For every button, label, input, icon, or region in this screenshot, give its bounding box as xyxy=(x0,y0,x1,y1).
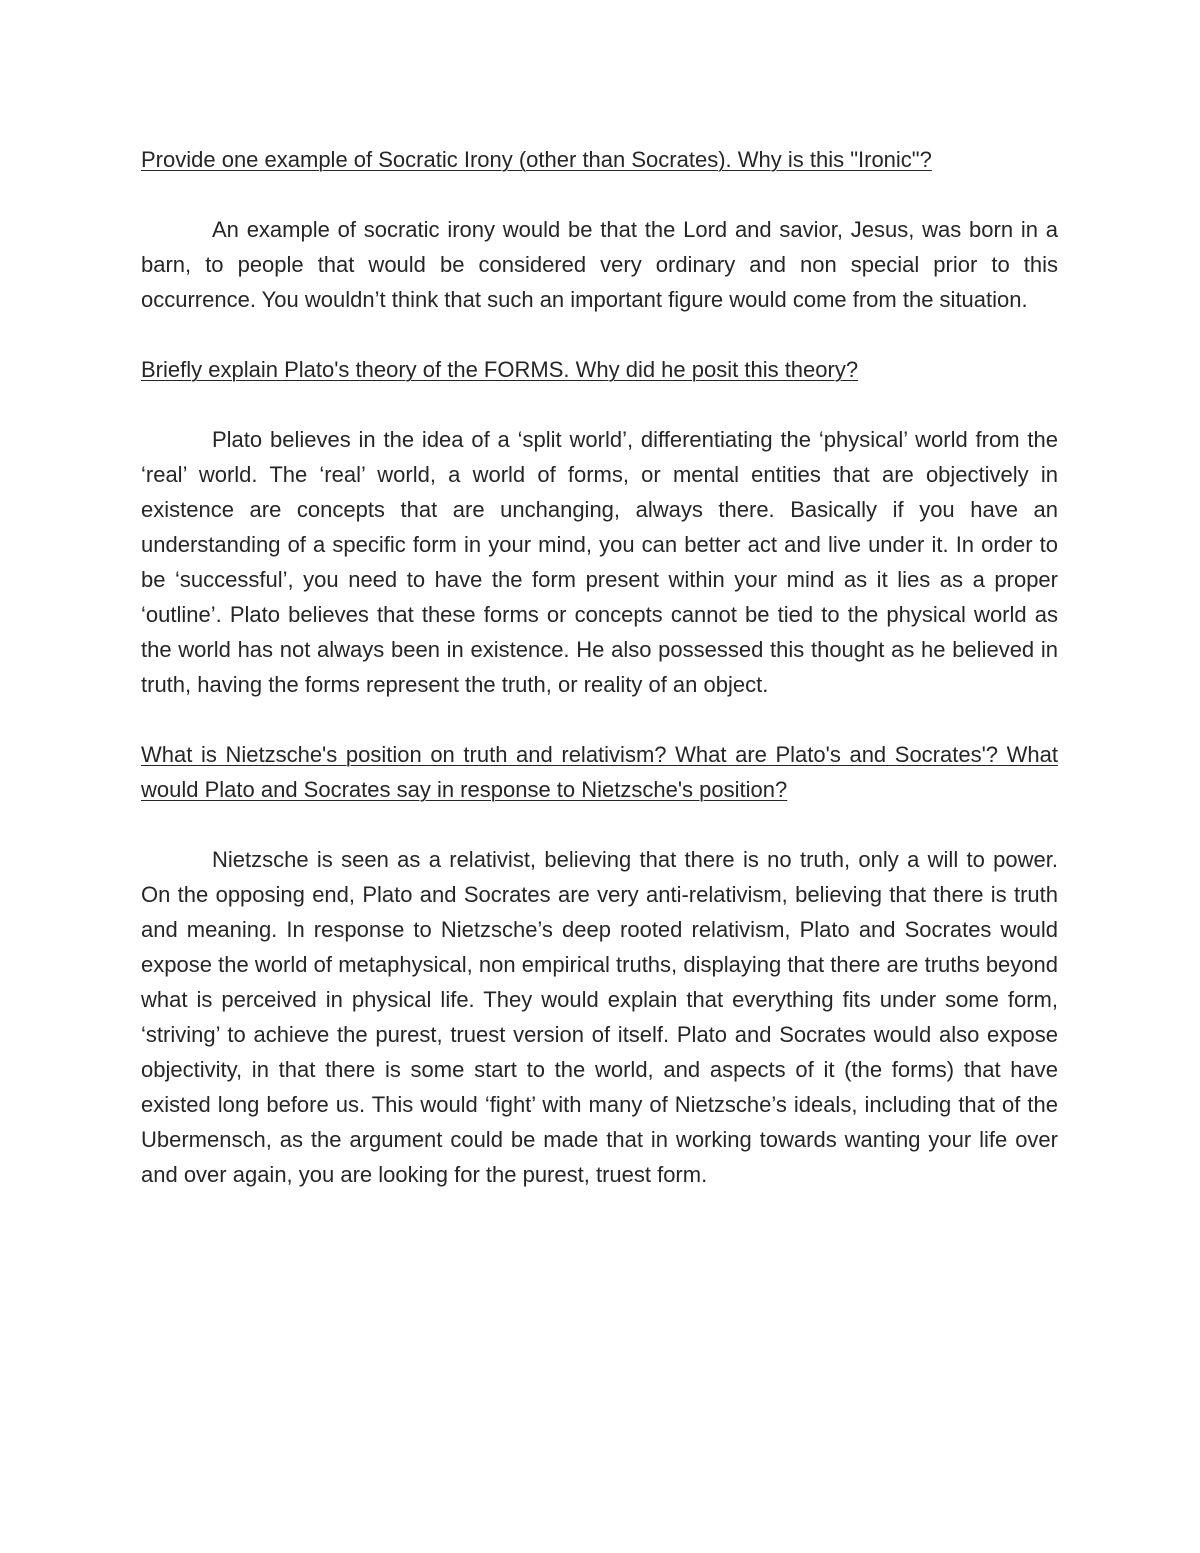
answer-1: An example of socratic irony would be that the Lord and savior, Jesus, was born in a barn, to people that would be considered very ordinary and non special prior to this occurrence. You wouldn’t think that such an important figure would come from the situation. xyxy=(141,217,1058,312)
spacer xyxy=(141,387,1058,422)
question-3: What is Nietzsche's position on truth and relativism? What are Plato's and Socrates'? What would Plato and Socrates say in response to Nietzsche's position? xyxy=(141,742,1058,802)
spacer xyxy=(141,177,1058,212)
document-page xyxy=(141,142,1058,1192)
answer-2: Plato believes in the idea of a ‘split world’, differentiating the ‘physical’ world from the ‘real’ world. The ‘real’ world, a world of forms, or mental entities that are objectively in existence are concepts that are unchanging, always there. Basically if you have an understanding of a specific form in your mind, you can better act and live under it. In order to be ‘successful’, you need to have the form present within your mind as it lies as a proper ‘outline’. Plato believes that these forms or concepts cannot be tied to the physical world as the world has not always been in existence. He also possessed this thought as he believed in truth, having the forms represent the truth, or reality of an object. xyxy=(141,427,1058,697)
spacer xyxy=(141,702,1058,737)
question-2: Briefly explain Plato's theory of the FORMS. Why did he posit this theory? xyxy=(141,357,859,382)
spacer xyxy=(141,317,1058,352)
question-1: Provide one example of Socratic Irony (other than Socrates). Why is this "Ironic"? xyxy=(141,147,932,172)
answer-3: Nietzsche is seen as a relativist, believing that there is no truth, only a will to power. On the opposing end, Plato and Socrates are very anti-relativism, believing that there is truth and meaning. In response to Nietzsche’s deep rooted relativism, Plato and Socrates would expose the world of metaphysical, non empirical truths, displaying that there are truths beyond what is perceived in physical life. They would explain that everything fits under some form, ‘striving’ to achieve the purest, truest version of itself. Plato and Socrates would also expose objectivity, in that there is some start to the world, and aspects of it (the forms) that have existed long before us. This would ‘fight’ with many of Nietzsche’s ideals, including that of the Ubermensch, as the argument could be made that in working towards wanting your life over and over again, you are looking for the purest, truest form. xyxy=(141,847,1058,1187)
spacer xyxy=(141,807,1058,842)
